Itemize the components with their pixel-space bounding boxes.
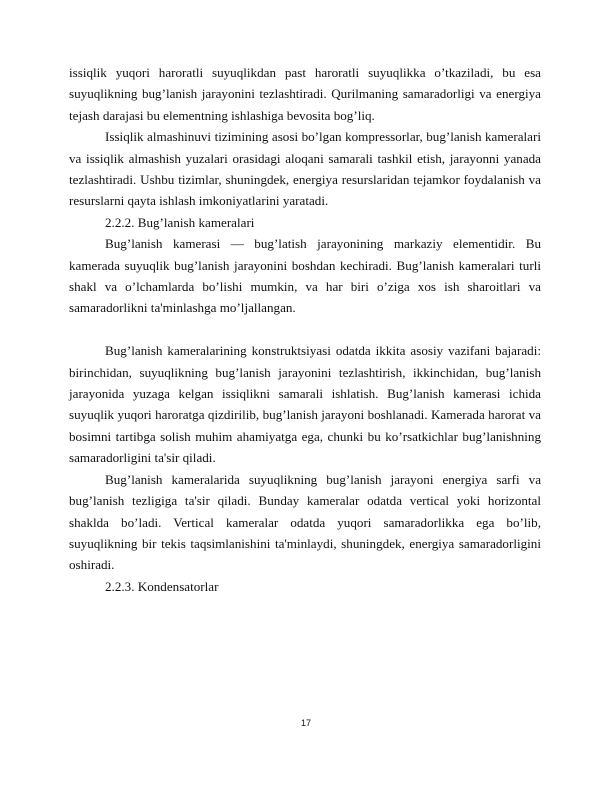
document-page — [69, 62, 541, 597]
paragraph-heat-exchange-system: Issiqlik almashinuvi tizimining asosi bo’lgan kompressorlar, bug’lanish kameralari va issiqlik almashish yuzalari orasidagi aloqani samarali tashkil etish, jarayonni yanada tezlashtiradi. Ushbu tizimlar, shuningdek, energiya resurslaridan tejamkor foydalanish va resurslarni qayta ishlash imkoniyatlarini yaratadi. — [69, 129, 541, 209]
paragraph-gap — [69, 319, 541, 340]
page-number: 17 — [300, 718, 311, 728]
section-heading-evaporation-chambers: 2.2.2. Bug’lanish kameralari — [105, 214, 255, 230]
paragraph-heat-transfer-continuation: issiqlik yuqori haroratli suyuqlikdan past haroratli suyuqlikka o’tkaziladi, bu esa suyuqlikning bug’lanish jarayonini tezlashtiradi. Qurilmaning samaradorligi va energiya tejash darajasi bu elementning ishlashiga bevosita bog’liq. — [69, 65, 541, 123]
paragraph-chamber-construction: Bug’lanish kameralarining konstruktsiyasi odatda ikkita asosiy vazifani bajaradi: birinchidan, suyuqlikning bug’lanish jarayonini tezlashtirish, ikkinchidan, bug’lanish jarayonida yuzaga kelgan issiqlikni samarali ishlatish. Bug’lanish kamerasi ichida suyuqlik yuqori haroratga qizdirilib, bug’lanish jarayoni boshlanadi. Kamerada harorat va bosimni tartibga solish muhim ahamiyatga ega, chunki bu ko’rsatkichlar bug’lanishning samaradorligini ta'sir qiladi. — [69, 343, 541, 466]
section-heading-condensers: 2.2.3. Kondensatorlar — [105, 578, 219, 594]
paragraph-evaporation-chamber-definition: Bug’lanish kamerasi — bug’latish jarayonining markaziy elementidir. Bu kamerada suyuqlik bug’lanish jarayonini boshdan kechiradi. Bug’lanish kameralari turli shakl va o’lchamlarda bo’lishi mumkin, va har biri o’ziga xos ish sharoitlari va samaradorlikni ta'minlashga mo’ljallangan. — [69, 236, 541, 316]
paragraph-chamber-orientation: Bug’lanish kameralarida suyuqlikning bug’lanish jarayoni energiya sarfi va bug’lanish tezligiga ta'sir qiladi. Bunday kameralar odatda vertical yoki horizontal shaklda bo’ladi. Vertical kameralar odatda yuqori samaradorlikka ega bo’lib, suyuqlikning bir tekis taqsimlanishini ta'minlaydi, shuningdek, energiya samaradorligini oshiradi. — [69, 471, 541, 573]
